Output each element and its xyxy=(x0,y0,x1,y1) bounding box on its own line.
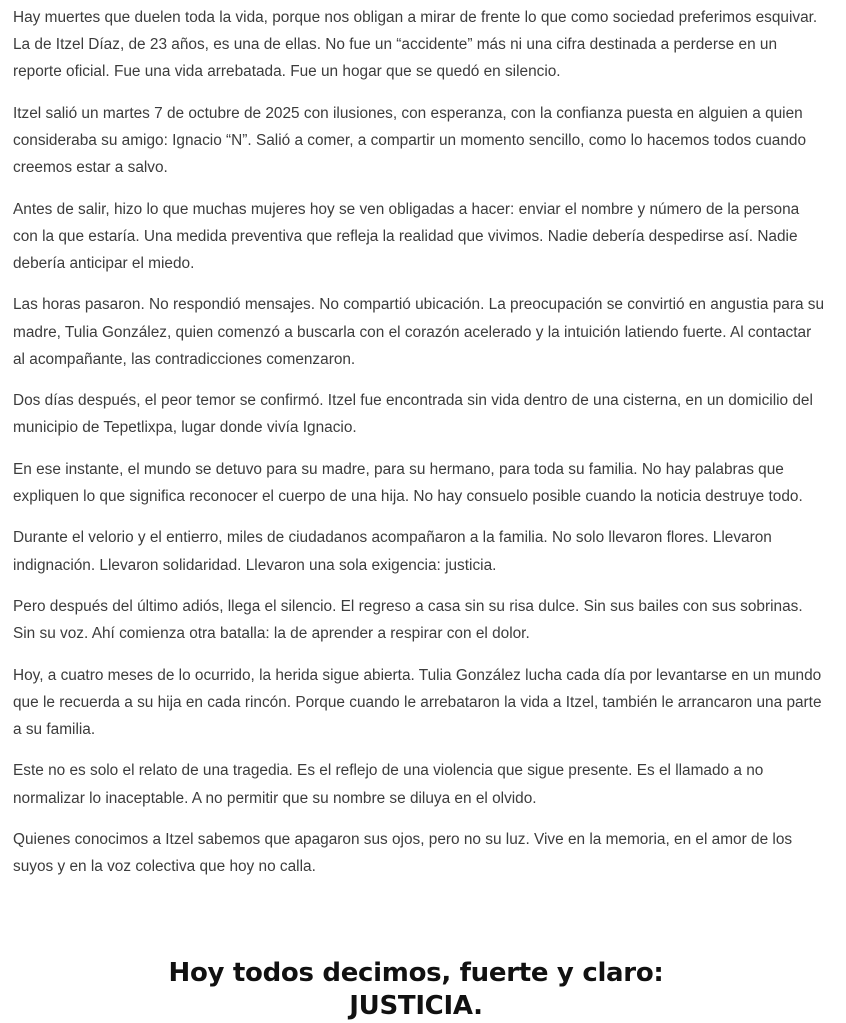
paragraph: Este no es solo el relato de una tragedia. Es el reflejo de una violencia que sigue presente. Es el llamado a no normalizar lo inaceptable. A no permitir que su nombre se diluya en el olvido. xyxy=(13,762,764,807)
paragraph: Antes de salir, hizo lo que muchas mujeres hoy se ven obligadas a hacer: enviar el nombre y número de la persona con la que estaría. Una medida preventiva que refleja la realidad que vivimos. Nadie debería despedirse así. Nadie debería anticipar el miedo. xyxy=(13,200,800,272)
closing-line-1: Hoy todos decimos, fuerte y claro: xyxy=(168,957,664,988)
closing-heading xyxy=(0,957,832,1023)
paragraph: Hay muertes que duelen toda la vida, porque nos obligan a mirar de frente lo que como sociedad preferimos esquivar. La de Itzel Díaz, de 23 años, es una de ellas. No fue un “accidente” más ni una cifra destinada a perderse en un reporte oficial. Fue una vida arrebatada. Fue un hogar que se quedó en silencio. xyxy=(13,9,818,81)
article-body xyxy=(13,4,825,895)
paragraph: Las horas pasaron. No respondió mensajes. No compartió ubicación. La preocupación se convirtió en angustia para su madre, Tulia González, quien comenzó a buscarla con el corazón acelerado y la intuición latiendo fuerte. Al contactar al acompañante, las contradicciones comenzaron. xyxy=(13,296,825,368)
closing-line-2: JUSTICIA. xyxy=(349,990,483,1021)
paragraph: Pero después del último adiós, llega el silencio. El regreso a casa sin su risa dulce. Sin sus bailes con sus sobrinas. Sin su voz. Ahí comienza otra batalla: la de aprender a respirar con el dolor. xyxy=(13,597,803,643)
paragraph: Itzel salió un martes 7 de octubre de 2025 con ilusiones, con esperanza, con la confianza puesta en alguien a quien consideraba su amigo: Ignacio “N”. Salió a comer, a compartir un momento sencillo, como lo hacemos todos cuando creemos estar a salvo. xyxy=(13,104,807,177)
paragraph: Dos días después, el peor temor se confirmó. Itzel fue encontrada sin vida dentro de una cisterna, en un domicilio del municipio de Tepetlixpa, lugar donde vivía Ignacio. xyxy=(13,392,813,437)
paragraph: Durante el velorio y el entierro, miles de ciudadanos acompañaron a la familia. No solo llevaron flores. Llevaron indignación. Llevaron solidaridad. Llevaron una sola exigencia: justicia. xyxy=(13,529,772,574)
paragraph: En ese instante, el mundo se detuvo para su madre, para su hermano, para toda su familia. No hay palabras que expliquen lo que significa reconocer el cuerpo de una hija. No hay consuelo posible cuando la noticia destruye todo. xyxy=(13,460,803,505)
paragraph: Hoy, a cuatro meses de lo ocurrido, la herida sigue abierta. Tulia González lucha cada día por levantarse en un mundo que le recuerda a su hija en cada rincón. Porque cuando le arrebataron la vida a Itzel, también le arrancaron una parte a su familia. xyxy=(13,666,822,738)
paragraph: Quienes conocimos a Itzel sabemos que apagaron sus ojos, pero no su luz. Vive en la memoria, en el amor de los suyos y en la voz colectiva que hoy no calla. xyxy=(13,830,793,876)
